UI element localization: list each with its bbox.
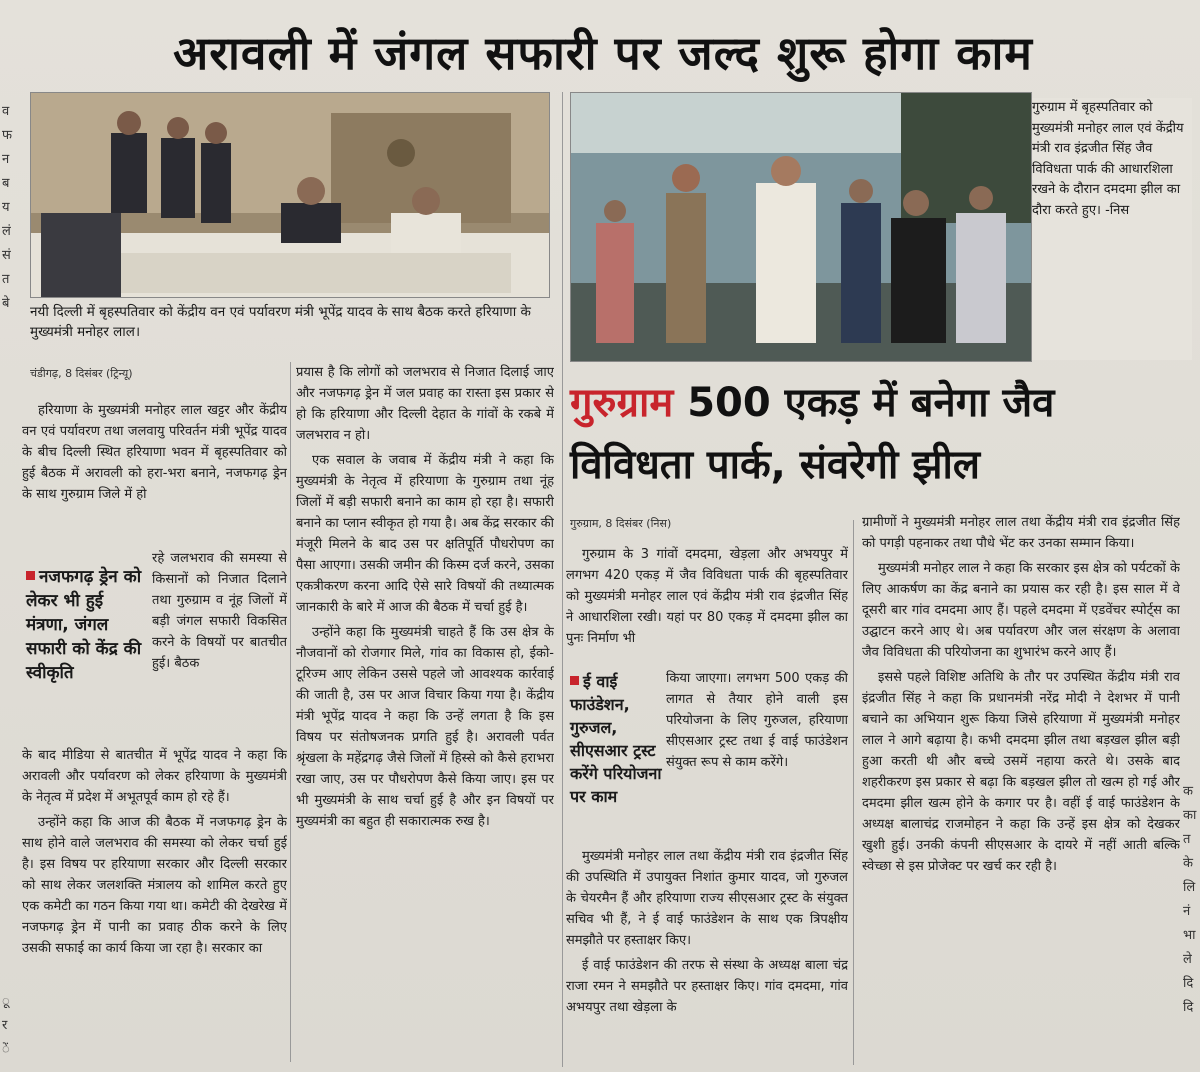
paragraph: ई वाई फाउंडेशन की तरफ से संस्था के अध्यक्ष बाला चंद्र राजा रमन ने समझौते पर हस्ताक्षर किए। गांव दमदमा, गांव अभयपुर तथा खेड़ला के (566, 958, 848, 1015)
paragraph: एक सवाल के जवाब में केंद्रीय मंत्री ने कहा कि मुख्यमंत्री के नेतृत्व में हरियाणा के गुरुग्राम तथा नूंह जिलों में बड़ी सफारी बनाने का काम हो रहा है। सफारी बनाने का प्लान स्वीकृत हो गया है। अब केंद्र सरकार की मंजूरी मिलने के बाद उस पर क्षतिपूर्ति पौधरोपण का पैसा आएगा। उसकी जमीन की किस्म दर्ज करने, उसका एकत्रीकरण करना आदि ऐसे सारे विषयों की तथ्यात्मक जानकारी के बारे में आज की बैठक में चर्चा हुई है। (296, 453, 554, 615)
story2-headline (570, 372, 1190, 502)
story-divider (562, 92, 563, 1067)
paragraph: उन्होंने कहा कि मुख्यमंत्री चाहते हैं कि उस क्षेत्र के नौजवानों को रोजगार मिले, गांव का विकास हो, ईको-टूरिज्म आए लेकिन उससे पहले जो आवश्यक कार्रवाई की जाती है, उस पर आज विचार किया गया है। केंद्रीय मंत्री भूपेंद्र यादव ने कहा कि उन्हें लगता है कि इस विषय पर संतोषजनक प्रगति हुई है। अरावली पर्वत श्रृंखला के महेंद्रगढ़ जैसे जिलों में हिस्से को कैसे हराभरा रखा जाए, उस पर पौधरोपण कैसे किया जाए। इस पर भी मुख्यमंत्री के साथ चर्चा हुई है और इन विषयों पर मुख्यमंत्री का बहुत ही सकारात्मक रुख है। (296, 625, 554, 829)
callout-marker-icon (26, 571, 35, 580)
story1-dateline: चंडीगढ़, 8 दिसंबर (ट्रिन्यू) (30, 367, 133, 380)
story2-col2 (862, 512, 1180, 1064)
paragraph: ग्रामीणों ने मुख्यमंत्री मनोहर लाल तथा केंद्रीय मंत्री राव इंद्रजीत सिंह को पगड़ी पहनाकर तथा पौधे भेंट कर उनका सम्मान किया। (862, 515, 1180, 551)
lake-visit-photo (570, 92, 1032, 362)
paragraph: गुरुग्राम के 3 गांवों दमदमा, खेड़ला और अभयपुर में लगभग 420 एकड़ में जैव विविधता पार्क की बृहस्पतिवार को मुख्यमंत्री मनोहर लाल एवं केंद्रीय मंत्री राव इंद्रजीत सिंह ने आधारशिला रखी। यहां पर 80 एकड़ में दमदमा झील का पुनः निर्माण भी (566, 547, 848, 646)
story2-col1-top (566, 544, 848, 668)
story1-col2 (296, 362, 554, 1065)
story2-callout (570, 670, 662, 838)
story1-callout (26, 565, 148, 741)
paragraph: मुख्यमंत्री मनोहर लाल तथा केंद्रीय मंत्री राव इंद्रजीत सिंह की उपस्थिति में उपायुक्त निशांत कुमार यादव, जो गुरुजल के चेयरमैन हैं और हरियाणा राज्य सीएसआर ट्रस्ट के संयुक्त सचिव भी हैं, ने ई वाई फाउंडेशन के साथ एक त्रिपक्षीय समझौते पर हस्ताक्षर किए। (566, 849, 848, 948)
paragraph: प्रयास है कि लोगों को जलभराव से निजात दिलाई जाए और नजफगढ़ ड्रेन में जल प्रवाह का रास्ता इस प्रकार से हो कि हरियाणा और दिल्ली देहात के गांवों के रकबे में जलभराव न हो। (296, 365, 554, 443)
paragraph: हरियाणा के मुख्यमंत्री मनोहर लाल खट्टर और केंद्रीय वन एवं पर्यावरण तथा जलवायु परिवर्तन मंत्री भूपेंद्र यादव के बीच दिल्ली स्थित हरियाणा भवन में बृहस्पतिवार को हुई बैठक में अरावली को हरा-भरा बनाने, नजफगढ़ ड्रेन के साथ गुरुग्राम जिले में हो (22, 403, 287, 502)
callout-marker-icon (570, 676, 579, 685)
callout-text: नजफगढ़ ड्रेन को लेकर भी हुई मंत्रणा, जंगल सफारी को केंद्र की स्वीकृति (26, 567, 142, 683)
paragraph: के बाद मीडिया से बातचीत में भूपेंद्र यादव ने कहा कि अरावली और पर्यावरण को लेकर हरियाणा के मुख्यमंत्री के नेतृत्व में प्रदेश में अभूतपूर्व काम हो रहे हैं। (22, 748, 287, 805)
meeting-photo-caption: नयी दिल्ली में बृहस्पतिवार को केंद्रीय वन एवं पर्यावरण मंत्री भूपेंद्र यादव के साथ बैठक करते हरियाणा के मुख्यमंत्री मनोहर लाल। (30, 304, 531, 340)
story2-col1-rest (566, 846, 848, 1064)
story1-col1-rest (22, 745, 287, 1063)
left-edge-bottom-text: ू र ें (2, 994, 10, 1057)
paragraph: इससे पहले विशिष्ट अतिथि के तौर पर उपस्थित केंद्रीय मंत्री राव इंद्रजीत सिंह ने कहा कि प्रधानमंत्री नरेंद्र मोदी ने देशभर में पानी बचाने का अभियान शुरू किया जिसे हरियाणा में मुख्यमंत्री मनोहर लाल ने आगे बढ़ाया है। कभी दमदमा झील तथा बड़खल झील बड़ी हुआ करती थी और बच्चे उसमें नहाया करते थे। उसके बाद शहरीकरण इस प्रकार से बढ़ा कि बड़खल झील तो खत्म हो गई और दमदमा झील खत्म होने के कगार पर है। वहीं ई वाई फाउंडेशन के अध्यक्ष बालाचंद्र राजमोहन ने कहा कि उन्हें इस क्षेत्र को देखकर खुशी हुई। उनकी कंपनी सीएसआर के दायरे में नहीं आती बल्कि स्वेच्छा से इस प्रोजेक्ट पर खर्च कर रही है। (862, 670, 1180, 874)
story2-col1-wrap (666, 668, 848, 840)
left-edge-text: व फ न ब य लं सं त बे (2, 104, 13, 311)
column-rule (290, 362, 291, 1062)
callout-text: ई वाई फाउंडेशन, गुरुजल, सीएसआर ट्रस्ट करेंगे परियोजना पर काम (570, 672, 662, 806)
paragraph: किया जाएगा। लगभग 500 एकड़ की लागत से तैयार होने वाली इस परियोजना के लिए गुरुजल, हरियाणा सीएसआर ट्रस्ट तथा ई वाई फाउंडेशन संयुक्त रूप से काम करेंगे। (666, 671, 848, 770)
story2-headline-location: गुरुग्राम (570, 380, 674, 426)
paragraph: मुख्यमंत्री मनोहर लाल ने कहा कि सरकार इस क्षेत्र को पर्यटकों के लिए आकर्षण का केंद्र बनाने का प्रयास कर रही है। इस साल में वे दूसरी बार गांव दमदमा आए हैं। पहले दमदमा में एडवेंचर स्पोर्ट्स का उद्घाटन करने आए थे। अब पर्यावरण और जल संरक्षण के अलावा जैव विविधता की परियोजना का शुभारंभ करने आए हैं। (862, 561, 1180, 660)
main-headline: अरावली में जंगल सफारी पर जल्द शुरू होगा काम (173, 26, 1033, 80)
meeting-photo (30, 92, 550, 298)
paragraph: रहे जलभराव की समस्या से किसानों को निजात दिलाने तथा गुरुग्राम व नूंह जिलों में बड़ी जंगल सफारी विकसित करने के विषयों पर बातचीत हुई। बैठक (152, 551, 287, 671)
story2-dateline: गुरुग्राम, 8 दिसंबर (निस) (570, 517, 672, 530)
story2-headline-text: 500 एकड़ में बनेगा जैव विविधता पार्क, संवरेगी झील (570, 380, 1055, 488)
lake-visit-photo-caption: गुरुग्राम में बृहस्पतिवार को मुख्यमंत्री मनोहर लाल एवं केंद्रीय मंत्री राव इंद्रजीत सिंह जैव विविधता पार्क की आधारशिला रखने के दौरान दमदमा झील का दौरा करते हुए। -निस (1032, 98, 1192, 360)
right-edge-text: क का त के लि नं भा ले दि दि (1183, 784, 1197, 1015)
paragraph: उन्होंने कहा कि आज की बैठक में नजफगढ़ ड्रेन के साथ होने वाले जलभराव की समस्या को लेकर चर्चा हुई है। इस विषय पर हरियाणा सरकार और दिल्ली सरकार को साथ लेकर जलशक्ति मंत्रालय को शामिल करते हुए एक कमेटी का गठन किया गया था। कमेटी की देखरेख में नजफगढ़ ड्रेन में पानी का प्रवाह ठीक करने के लिए उसकी सफाई का कार्य किया जा रहा है। सरकार का (22, 815, 287, 956)
column-rule (853, 520, 854, 1065)
story1-col1-top (22, 400, 287, 548)
story1-col1-wrap (152, 548, 287, 742)
